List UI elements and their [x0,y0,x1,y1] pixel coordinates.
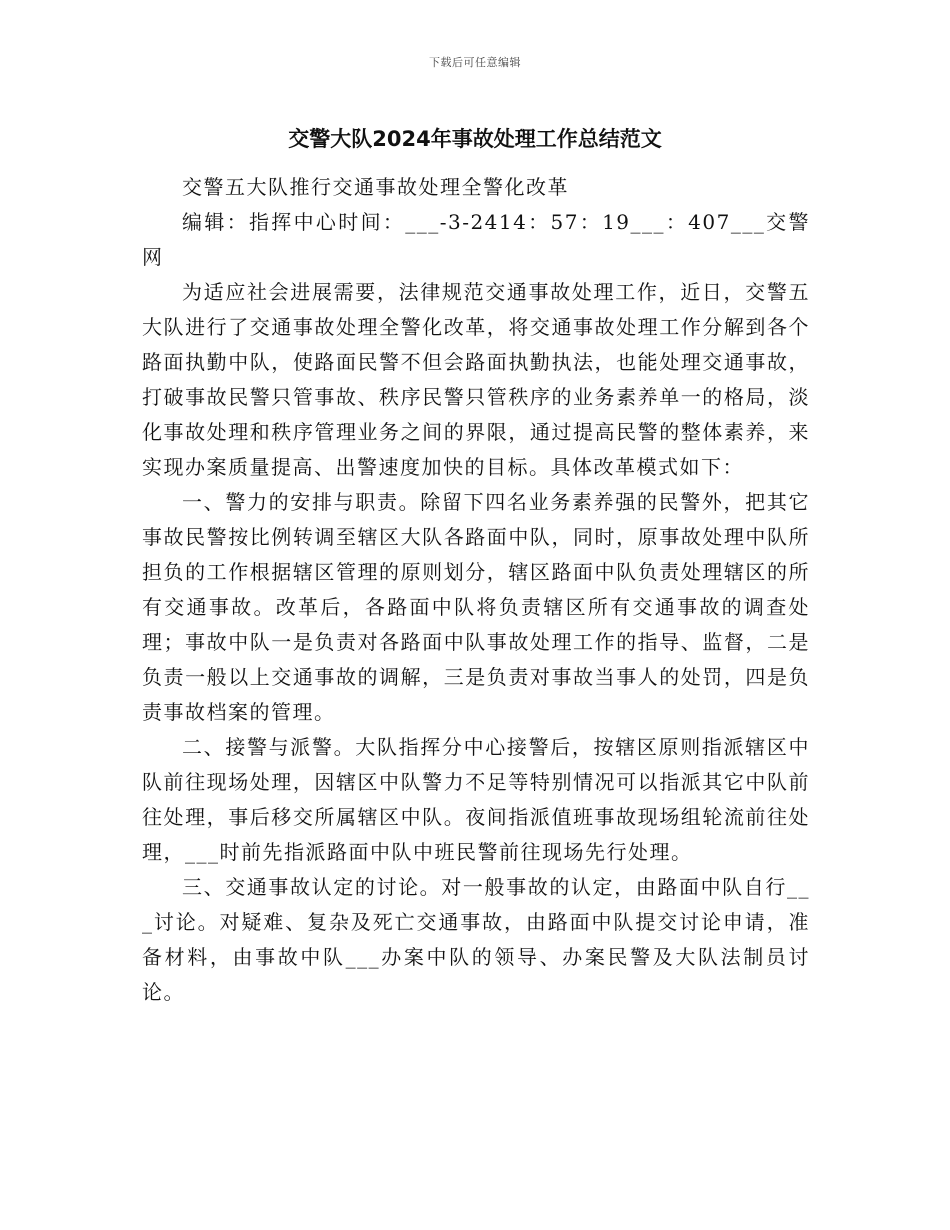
page-header-note: 下载后可任意编辑 [429,56,521,69]
document-title: 交警大队2024年事故处理工作总结范文 [288,127,662,151]
paragraph-editor-info: 编辑：指挥中心时间：___-3-2414：57：19___：407___交警网 [142,210,810,269]
paragraph-section-1: 一、警力的安排与职责。除留下四名业务素养强的民警外，把其它事故民警按比例转调至辖区大队各路面中队，同时，原事故处理中队所担负的工作根据辖区管理的原则划分，辖区路面中队负责处理辖区的所有交通事故。改革后，各路面中队将负责辖区所有交通事故的调查处理；事故中队一是负责对各路面中队事故处理工作的指导、监督，二是负责一般以上交通事故的调解，三是负责对事故当事人的处罚，四是负责事故档案的管理。 [142,490,810,724]
document-body [142,170,810,1010]
paragraph-intro: 为适应社会进展需要，法律规范交通事故处理工作，近日，交警五大队进行了交通事故处理全警化改革，将交通事故处理工作分解到各个路面执勤中队，使路面民警不但会路面执勤执法，也能处理交通事故，打破事故民警只管事故、秩序民警只管秩序的业务素养单一的格局，淡化事故处理和秩序管理业务之间的界限，通过提高民警的整体素养，来实现办案质量提高、出警速度加快的目标。具体改革模式如下： [142,280,810,479]
paragraph-subtitle: 交警五大队推行交通事故处理全警化改革 [182,175,569,199]
paragraph-section-3: 三、交通事故认定的讨论。对一般事故的认定，由路面中队自行___讨论。对疑难、复杂及死亡交通事故，由路面中队提交讨论申请，准备材料，由事故中队___办案中队的领导、办案民警及大队法制员讨论。 [142,875,810,1004]
paragraph-section-2: 二、接警与派警。大队指挥分中心接警后，按辖区原则指派辖区中队前往现场处理，因辖区中队警力不足等特别情况可以指派其它中队前往处理，事后移交所属辖区中队。夜间指派值班事故现场组轮流前往处理，___时前先指派路面中队中班民警前往现场先行处理。 [142,735,810,864]
